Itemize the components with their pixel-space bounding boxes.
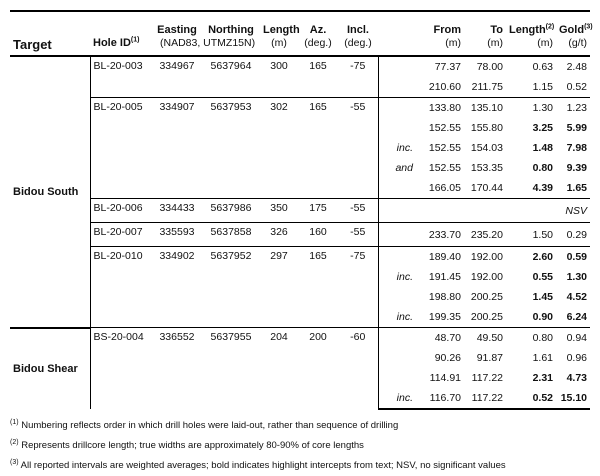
footnotes [10,416,590,476]
interval-length: 1.30 [506,98,556,119]
interval-to: 200.25 [470,291,503,303]
interval-note [378,77,416,98]
header-to: To [490,24,503,36]
interval-length: 1.45 [532,291,553,303]
gold-grade: 0.52 [566,81,587,93]
northing: 5637955 [202,328,260,410]
header-interval-length-unit: (m) [537,37,553,49]
interval-note [378,328,416,349]
header-az-unit: (deg.) [304,37,332,49]
footnote [10,456,590,476]
easting: 334967 [152,56,202,98]
footnote-mark: (2) [10,438,19,446]
gold-grade: 1.30 [566,271,587,283]
interval-note: inc. [396,271,413,283]
easting: 334902 [152,247,202,328]
interval-note: inc. [378,388,416,409]
interval-length: 0.80 [532,162,553,174]
interval-length: 1.50 [506,223,556,247]
interval-from: 199.35 [428,311,461,323]
hole-id: BS-20-004 [90,328,152,410]
interval-from [416,199,464,223]
interval-to: 211.75 [471,81,503,93]
easting: 334907 [152,98,202,199]
header-length-unit: (m) [271,37,287,49]
interval-to: 235.20 [464,223,506,247]
azimuth: 165 [298,247,338,328]
interval-to: 78.00 [464,56,506,77]
hole-length: 326 [260,223,298,247]
hole-id: BL-20-003 [90,56,152,98]
interval-to [464,199,506,223]
header-hole-id-label: Hole ID [93,37,131,49]
interval-note [378,199,416,223]
interval-from: 198.80 [428,291,461,303]
gold-grade: 9.39 [566,162,587,174]
header-target: Target [13,37,52,52]
interval-length: 0.90 [532,311,553,323]
hole-length: 350 [260,199,298,223]
interval-from: 152.55 [428,142,461,154]
interval-to: 49.50 [464,328,506,349]
azimuth: 175 [298,199,338,223]
footnote-mark: (3) [10,458,19,466]
gold-grade: 1.23 [556,98,590,119]
hole-length: 297 [260,247,298,328]
footnote [10,416,590,436]
footnote-ref-1: (1) [130,36,140,44]
gold-grade: 2.48 [556,56,590,77]
interval-note [378,368,416,388]
hole-length: 300 [260,56,298,98]
northing: 5637964 [202,56,260,98]
gold-grade: 0.96 [566,352,587,364]
table-row [10,247,590,268]
footnote [10,436,590,456]
interval-from: 166.05 [428,182,461,194]
interval-from: 189.40 [416,247,464,268]
interval-length: 1.61 [532,352,553,364]
interval-to: 153.35 [470,162,503,174]
northing: 5637952 [202,247,260,328]
interval-from: 210.60 [428,81,461,93]
hole-id: BL-20-007 [90,223,152,247]
interval-length: 1.48 [532,142,553,154]
target-name: Bidou South [10,56,90,328]
hole-id: BL-20-010 [90,247,152,328]
interval-note: and [395,162,413,174]
interval-note [378,56,416,77]
hole-id: BL-20-006 [90,199,152,223]
northing: 5637858 [202,223,260,247]
header-incl-unit: (deg.) [344,37,372,49]
header-easting: Easting [157,24,197,36]
gold-grade: 6.24 [566,311,587,323]
interval-length: 3.25 [532,122,553,134]
gold-grade: 1.65 [566,182,587,194]
table-body [10,56,590,409]
easting: 336552 [152,328,202,410]
header-gold-label: Gold [559,24,585,36]
interval-to: 200.25 [470,311,503,323]
interval-note [378,348,416,368]
gold-grade: 4.73 [566,372,587,384]
interval-to: 91.87 [476,352,503,364]
interval-to: 170.44 [470,182,503,194]
interval-from: 114.91 [429,372,461,384]
header-az: Az. [309,24,327,36]
interval-length: 4.39 [532,182,553,194]
interval-from: 191.45 [428,271,461,283]
header-gold-unit: (g/t) [568,37,587,49]
gold-grade: 4.52 [566,291,587,303]
interval-to: 135.10 [464,98,506,119]
interval-from: 116.70 [416,388,464,409]
header-interval-length-label: Length [509,24,546,36]
azimuth: 165 [298,98,338,199]
interval-to: 192.00 [464,247,506,268]
footnote-text: All reported intervals are weighted averages; bold indicates highlight intercepts from text; NSV, no significant values [18,460,506,471]
target-name: Bidou Shear [10,328,90,410]
interval-to: 155.80 [470,122,503,134]
easting: 334433 [152,199,202,223]
northing: 5637986 [202,199,260,223]
hole-length: 204 [260,328,298,410]
interval-to: 117.22 [471,372,503,384]
header-northing: Northing [208,24,254,36]
header-length: Length [263,24,300,36]
gold-grade: NSV [556,199,590,223]
inclination: -55 [338,199,378,223]
drill-results-table [10,10,593,410]
hole-length: 302 [260,98,298,199]
northing: 5637953 [202,98,260,199]
gold-grade: 0.29 [556,223,590,247]
interval-note: inc. [396,311,413,323]
interval-length [506,199,556,223]
footnote-ref-2: (2) [545,23,555,31]
interval-length: 2.60 [506,247,556,268]
inclination: -55 [338,98,378,199]
header-gold [556,11,593,37]
interval-length: 0.52 [506,388,556,409]
inclination: -75 [338,56,378,98]
header-from: From [433,24,461,36]
footnote-text: Represents drillcore length; true widths are approximately 80-90% of core lengths [18,440,364,451]
header-coord-system: (NAD83, UTMZ15N) [160,37,256,49]
interval-from: 133.80 [416,98,464,119]
footnote-text: Numbering reflects order in which drill holes were laid-out, rather than sequence of drilling [18,420,399,431]
table-header [10,11,593,56]
drill-results-table-container [10,10,593,476]
gold-grade: 0.94 [556,328,590,349]
azimuth: 165 [298,56,338,98]
easting: 335593 [152,223,202,247]
header-interval-length [506,11,556,37]
interval-length: 0.55 [532,271,553,283]
interval-from: 90.26 [434,352,461,364]
interval-note [378,287,416,307]
interval-to: 117.22 [464,388,506,409]
inclination: -75 [338,247,378,328]
header-from-unit: (m) [445,37,461,49]
interval-from: 152.55 [428,122,461,134]
table-row [10,199,590,223]
gold-grade: 15.10 [556,388,590,409]
gold-grade: 5.99 [566,122,587,134]
table-row [10,98,590,119]
inclination: -60 [338,328,378,410]
interval-note [378,178,416,199]
interval-note [378,247,416,268]
interval-length: 1.15 [532,81,553,93]
interval-note: inc. [396,142,413,154]
hole-id: BL-20-005 [90,98,152,199]
interval-length: 2.31 [532,372,553,384]
footnote-mark: (1) [10,418,19,426]
interval-note [378,118,416,138]
azimuth: 200 [298,328,338,410]
header-hole-id [90,37,152,56]
interval-length: 0.63 [506,56,556,77]
table-row [10,223,590,247]
interval-from: 48.70 [416,328,464,349]
interval-note [378,223,416,247]
interval-from: 233.70 [416,223,464,247]
gold-grade: 7.98 [566,142,587,154]
gold-grade: 0.59 [556,247,590,268]
inclination: -55 [338,223,378,247]
azimuth: 160 [298,223,338,247]
interval-to: 192.00 [470,271,503,283]
interval-to: 154.03 [470,142,503,154]
header-to-unit: (m) [487,37,503,49]
table-row [10,56,590,77]
interval-note [378,98,416,119]
footnote-ref-3: (3) [584,23,593,31]
header-incl: Incl. [346,24,369,36]
interval-from: 77.37 [416,56,464,77]
interval-length: 0.80 [506,328,556,349]
interval-from: 152.55 [428,162,461,174]
table-row [10,328,590,349]
